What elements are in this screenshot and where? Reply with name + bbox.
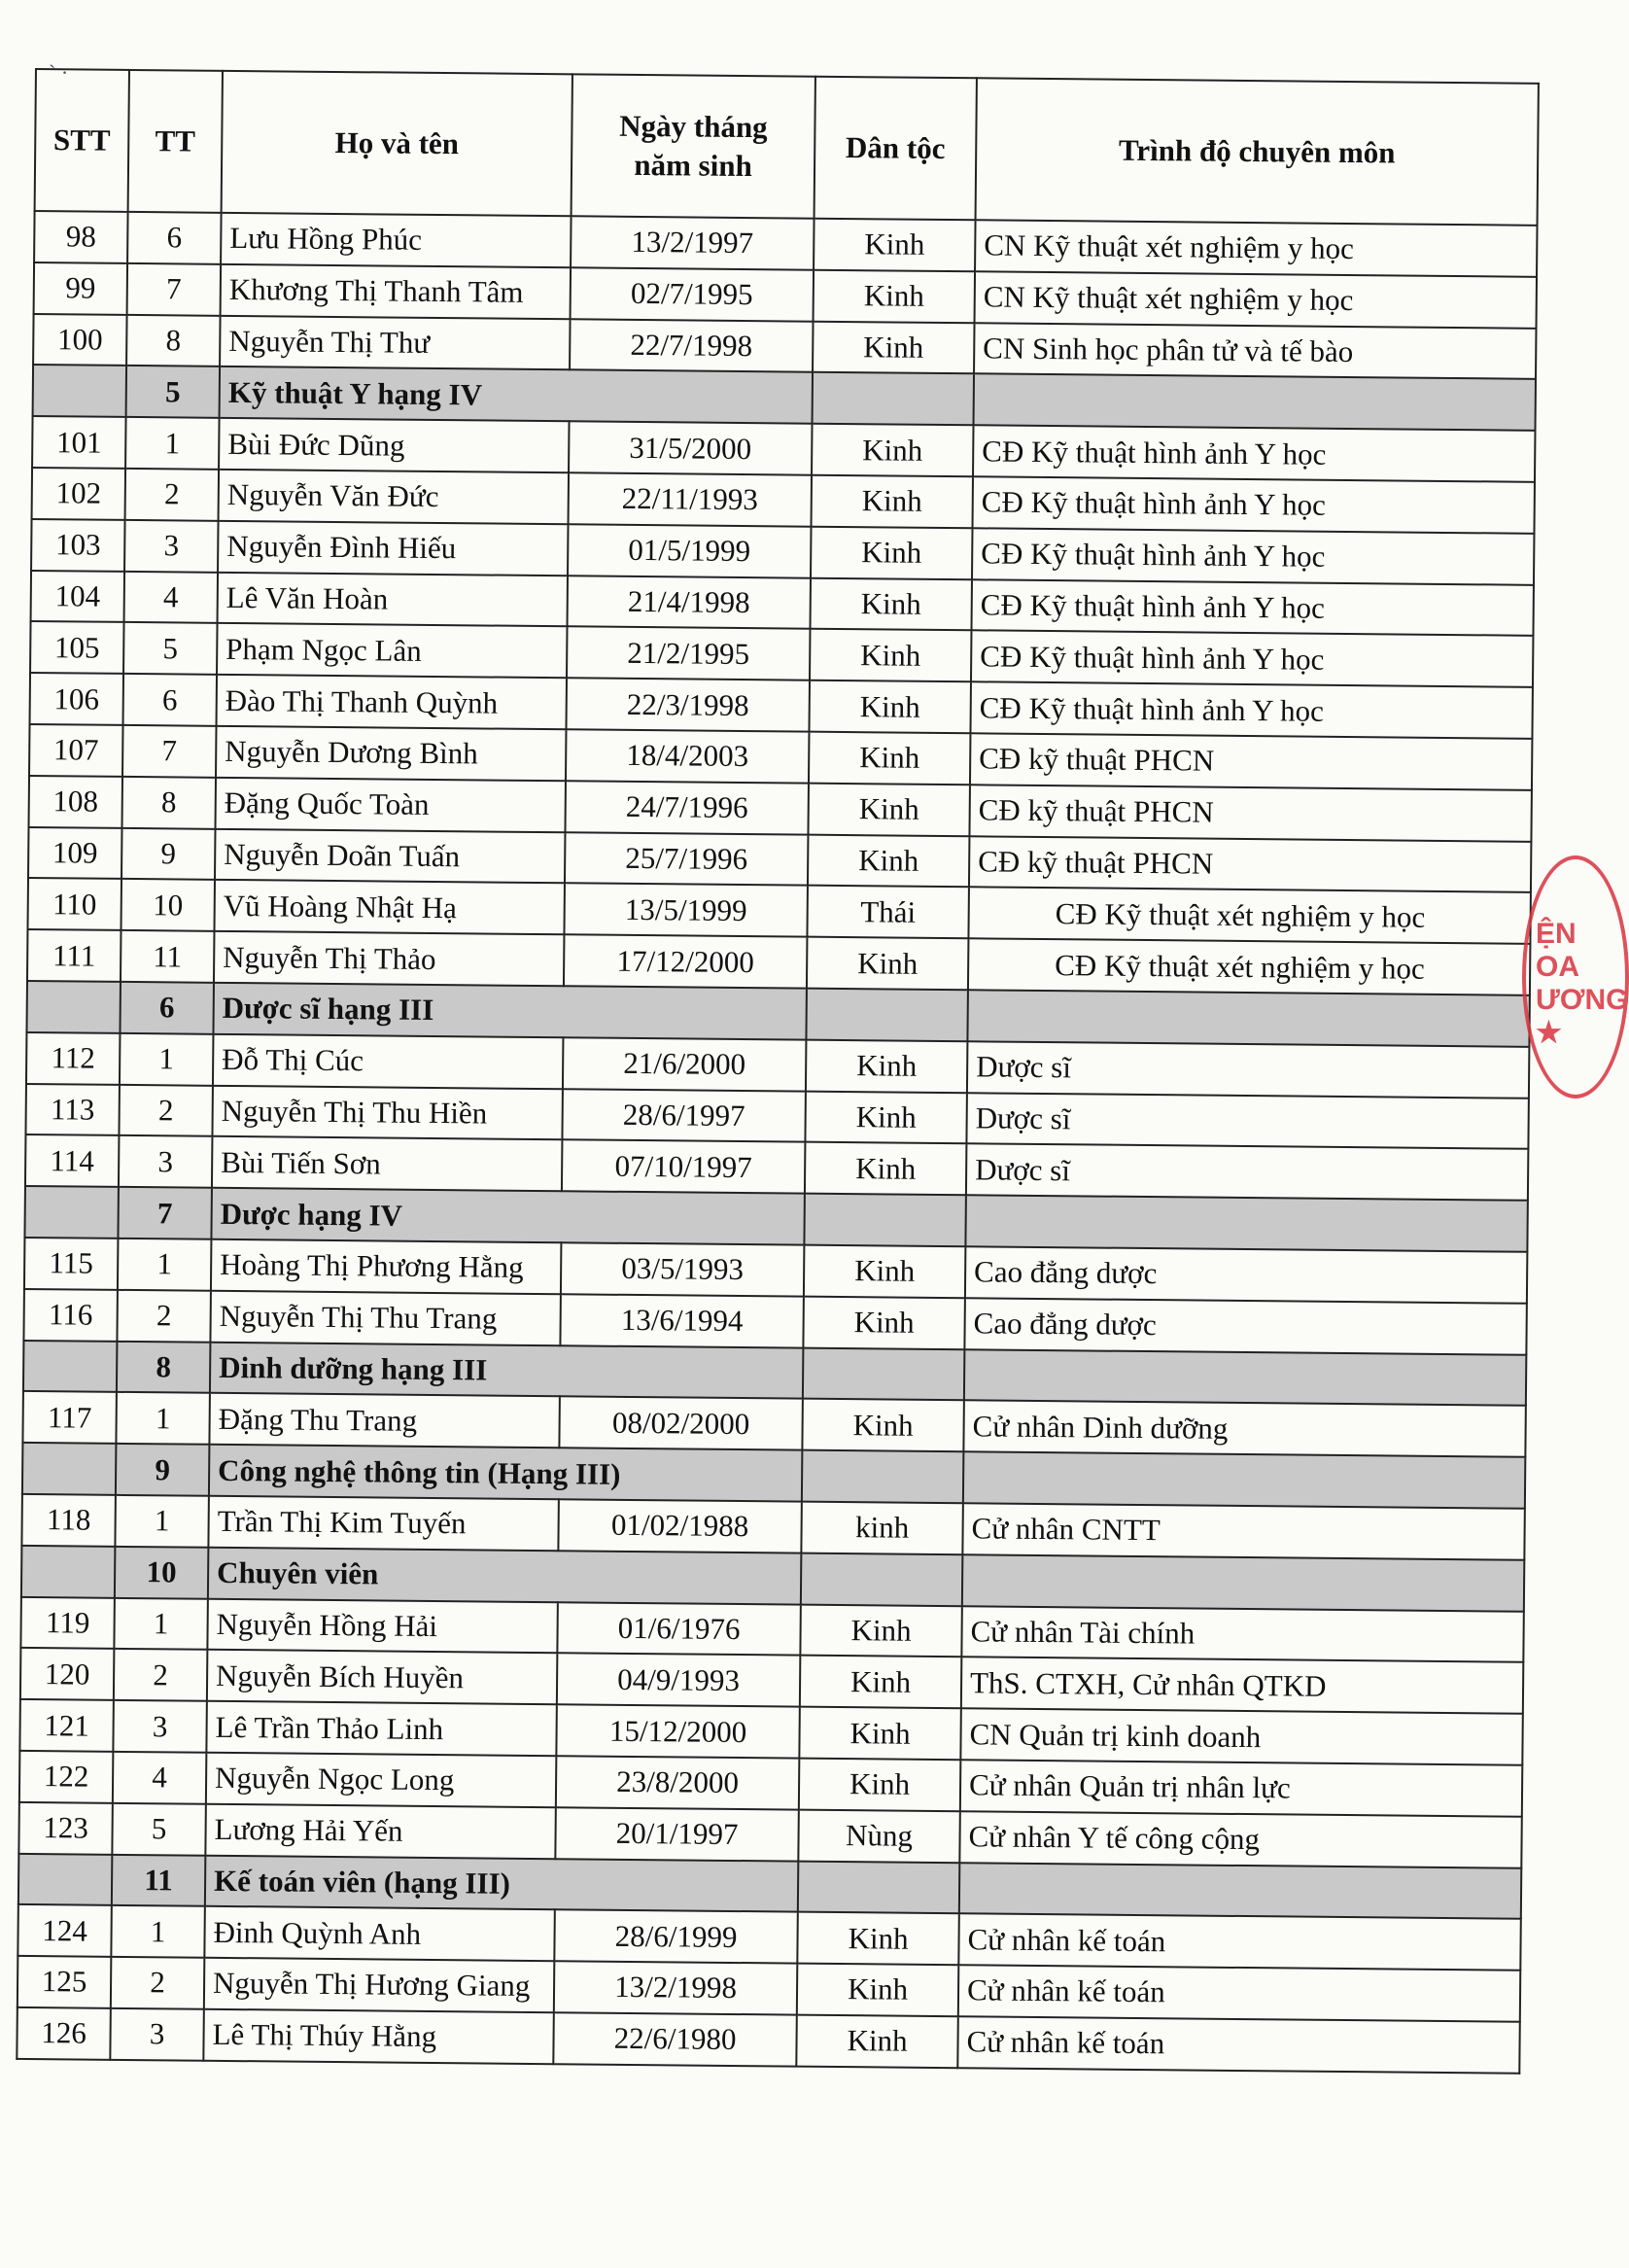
stt-cell: 114	[25, 1134, 120, 1187]
tt-cell: 5	[123, 622, 218, 675]
dob-cell: 02/7/1995	[571, 267, 814, 321]
ethnicity-cell: Kinh	[805, 1142, 966, 1195]
dob-cell: 21/2/1995	[567, 627, 810, 680]
tt-cell: 2	[119, 1084, 213, 1136]
name-cell: Nguyễn Bích Huyền	[207, 1650, 557, 1704]
group-empty-cell	[803, 1347, 964, 1400]
stt-cell: 107	[29, 724, 123, 777]
qualification-cell: Cử nhân Quản trị nhân lực	[960, 1760, 1522, 1816]
tt-cell: 7	[122, 725, 217, 778]
group-stt-cell	[23, 1340, 118, 1392]
name-cell: Nguyễn Dương Bình	[216, 726, 566, 781]
stt-cell: 108	[29, 776, 123, 828]
name-cell: Nguyễn Đình Hiếu	[218, 521, 568, 576]
qualification-cell: CĐ Kỹ thuật xét nghiệm y học	[968, 888, 1530, 944]
group-number: 10	[115, 1547, 209, 1599]
name-cell: Vũ Hoàng Nhật Hạ	[214, 880, 564, 934]
tt-cell: 6	[127, 212, 222, 264]
group-number: 7	[118, 1187, 212, 1239]
group-empty-cell	[804, 1194, 965, 1246]
tt-cell: 1	[125, 417, 220, 470]
group-title: Dược sĩ hạng III	[213, 983, 806, 1040]
qualification-cell: CĐ Kỹ thuật hình ảnh Y học	[973, 476, 1535, 533]
staff-table	[16, 68, 1540, 2074]
name-cell: Đặng Thu Trang	[209, 1393, 559, 1448]
group-title: Công nghệ thông tin (Hạng III)	[209, 1445, 802, 1502]
group-number: 11	[112, 1854, 206, 1906]
stt-cell: 116	[23, 1289, 118, 1342]
qualification-cell: Cử nhân kế toán	[958, 1914, 1520, 1971]
name-cell: Nguyễn Thị Thảo	[214, 931, 564, 986]
group-stt-cell	[18, 1853, 113, 1905]
qualification-cell: CĐ Kỹ thuật hình ảnh Y học	[973, 425, 1535, 481]
ethnicity-cell: Kinh	[814, 219, 975, 271]
stt-cell: 113	[25, 1084, 120, 1136]
dob-cell: 13/2/1998	[554, 1961, 797, 2014]
group-stt-cell	[26, 981, 121, 1033]
ethnicity-cell: Kinh	[805, 1091, 966, 1143]
qualification-cell: CN Sinh học phân tử và tế bào	[974, 323, 1536, 379]
qualification-cell: CĐ kỹ thuật PHCN	[969, 836, 1531, 892]
dob-cell: 18/4/2003	[566, 729, 809, 783]
stt-cell: 111	[27, 929, 121, 982]
name-cell: Đỗ Thị Cúc	[213, 1034, 563, 1089]
ethnicity-cell: Kinh	[802, 1399, 963, 1451]
group-title: Kế toán viên (hạng III)	[205, 1855, 798, 1912]
tt-cell: 4	[113, 1752, 207, 1804]
stt-cell: 104	[31, 571, 125, 623]
stamp-line: ỆN	[1536, 918, 1577, 950]
stt-cell: 118	[21, 1494, 116, 1547]
stt-cell: 121	[19, 1699, 114, 1752]
ethnicity-cell: Kinh	[796, 2015, 957, 2068]
ethnicity-cell: Kinh	[804, 1245, 965, 1298]
qualification-cell: CĐ kỹ thuật PHCN	[969, 785, 1531, 841]
qualification-cell: Dược sĩ	[966, 1144, 1528, 1201]
ethnicity-cell: Kinh	[803, 1296, 964, 1348]
stt-cell: 103	[31, 519, 125, 572]
header-ethnicity: Dân tộc	[814, 77, 977, 221]
dob-cell: 28/6/1997	[562, 1089, 805, 1142]
table-body	[17, 211, 1537, 2073]
group-title: Kỹ thuật Y hạng IV	[220, 366, 813, 424]
qualification-cell: CĐ Kỹ thuật hình ảnh Y học	[970, 681, 1532, 738]
ethnicity-cell: Kinh	[800, 1656, 961, 1708]
tt-cell: 4	[124, 571, 219, 623]
stamp-line: ƯƠNG	[1536, 984, 1629, 1016]
tt-cell: 3	[124, 520, 219, 573]
tt-cell: 1	[111, 1905, 205, 1958]
dob-cell: 01/5/1999	[568, 524, 811, 577]
group-empty-cell	[813, 372, 974, 425]
dob-cell: 22/6/1980	[553, 2012, 796, 2066]
dob-cell: 01/02/1988	[558, 1499, 801, 1553]
tt-cell: 7	[127, 263, 222, 316]
group-empty-cell	[963, 1451, 1525, 1508]
name-cell: Lương Hải Yến	[205, 1803, 555, 1858]
ethnicity-cell: Kinh	[814, 269, 975, 322]
qualification-cell: Cao đẳng dược	[964, 1298, 1526, 1354]
ethnicity-cell: Kinh	[812, 424, 973, 476]
name-cell: Nguyễn Doãn Tuấn	[215, 828, 565, 883]
dob-cell: 22/7/1998	[570, 319, 813, 372]
ethnicity-cell: Kinh	[797, 1964, 958, 2016]
ethnicity-cell: Kinh	[807, 937, 968, 990]
name-cell: Nguyễn Thị Thư	[220, 315, 570, 369]
table-header	[35, 69, 1539, 226]
header-stt: STT	[35, 69, 129, 212]
ethnicity-cell: Kinh	[810, 577, 971, 630]
group-empty-cell	[802, 1450, 963, 1503]
group-empty-cell	[798, 1861, 959, 1913]
qualification-cell: Cử nhân kế toán	[958, 1965, 1520, 2021]
dob-cell: 22/11/1993	[569, 472, 812, 526]
qualification-cell: ThS. CTXH, Cử nhân QTKD	[961, 1657, 1523, 1714]
ethnicity-cell: Kinh	[806, 1039, 967, 1092]
dob-cell: 15/12/2000	[556, 1704, 799, 1758]
header-tt: TT	[128, 70, 223, 213]
name-cell: Nguyễn Thị Thu Trang	[210, 1291, 560, 1345]
name-cell: Lưu Hồng Phúc	[221, 213, 571, 267]
tt-cell: 10	[121, 879, 215, 931]
stamp-line: OA	[1536, 951, 1579, 983]
qualification-cell: CN Kỹ thuật xét nghiệm y học	[975, 271, 1537, 328]
stt-cell: 122	[19, 1751, 114, 1803]
tt-cell: 1	[116, 1392, 210, 1445]
dob-cell: 03/5/1993	[561, 1242, 804, 1296]
stt-cell: 117	[22, 1391, 117, 1444]
qualification-cell: Dược sĩ	[967, 1041, 1529, 1098]
ethnicity-cell: kinh	[801, 1502, 962, 1554]
tt-cell: 11	[121, 930, 215, 983]
dob-cell: 21/6/2000	[563, 1037, 806, 1091]
group-stt-cell	[22, 1443, 117, 1495]
group-stt-cell	[24, 1186, 119, 1239]
ethnicity-cell: Kinh	[799, 1707, 960, 1760]
dob-cell: 01/6/1976	[557, 1602, 800, 1656]
ethnicity-cell: Kinh	[808, 834, 969, 887]
stt-cell: 100	[33, 314, 127, 366]
dob-cell: 13/5/1999	[564, 884, 807, 937]
tt-cell: 6	[123, 674, 218, 726]
stt-cell: 126	[17, 2007, 111, 2060]
qualification-cell: Cử nhân Y tế công cộng	[959, 1811, 1521, 1867]
stt-cell: 101	[32, 416, 126, 469]
qualification-cell: Cử nhân kế toán	[957, 2016, 1519, 2073]
ethnicity-cell: Kinh	[808, 783, 969, 835]
dob-cell: 21/4/1998	[568, 576, 811, 629]
tt-cell: 5	[112, 1803, 206, 1856]
name-cell: Đào Thị Thanh Quỳnh	[217, 675, 567, 729]
stt-cell: 112	[26, 1032, 121, 1085]
name-cell: Nguyễn Hồng Hải	[207, 1598, 557, 1653]
ethnicity-cell: Kinh	[811, 526, 972, 578]
stt-cell: 120	[20, 1648, 115, 1700]
group-empty-cell	[967, 990, 1529, 1046]
stt-cell: 125	[17, 1956, 112, 2008]
qualification-cell: CN Kỹ thuật xét nghiệm y học	[975, 220, 1537, 276]
dob-cell: 24/7/1996	[565, 781, 808, 834]
group-number: 8	[117, 1341, 211, 1393]
stt-cell: 109	[28, 827, 122, 880]
tt-cell: 2	[117, 1290, 211, 1343]
ethnicity-cell: Kinh	[812, 475, 973, 528]
group-stt-cell	[21, 1546, 116, 1598]
ethnicity-cell: Kinh	[810, 629, 971, 681]
group-empty-cell	[806, 989, 967, 1041]
tt-cell: 3	[113, 1700, 207, 1753]
name-cell: Nguyễn Thị Hương Giang	[204, 1958, 554, 2012]
qualification-cell: CĐ Kỹ thuật xét nghiệm y học	[968, 938, 1530, 994]
name-cell: Khương Thị Thanh Tâm	[221, 264, 571, 319]
group-title: Chuyên viên	[208, 1548, 801, 1605]
group-number: 9	[116, 1444, 210, 1496]
ethnicity-cell: Kinh	[809, 680, 970, 733]
ethnicity-cell: Kinh	[813, 321, 974, 373]
header-name: Họ và tên	[222, 71, 572, 216]
dob-cell: 13/2/1997	[571, 216, 814, 269]
stt-cell: 119	[20, 1596, 115, 1649]
dob-cell: 20/1/1997	[555, 1807, 798, 1861]
qualification-cell: CN Quản trị kinh doanh	[960, 1708, 1522, 1764]
name-cell: Phạm Ngọc Lân	[217, 623, 567, 678]
stt-cell: 105	[30, 621, 124, 674]
name-cell: Nguyễn Thị Thu Hiền	[212, 1085, 562, 1139]
name-cell: Nguyễn Văn Đức	[219, 470, 569, 524]
stt-cell: 99	[34, 262, 128, 315]
tt-cell: 3	[110, 2008, 204, 2061]
qualification-cell: CĐ Kỹ thuật hình ảnh Y học	[972, 528, 1534, 584]
dob-cell: 13/6/1994	[560, 1294, 803, 1347]
stt-cell: 123	[18, 1802, 113, 1855]
name-cell: Đặng Quốc Toàn	[215, 778, 565, 832]
group-stt-cell	[33, 365, 127, 417]
stt-cell: 115	[24, 1238, 119, 1290]
tt-cell: 1	[120, 1033, 214, 1086]
qualification-cell: Cử nhân Dinh dưỡng	[963, 1401, 1525, 1457]
group-empty-cell	[962, 1554, 1524, 1611]
tt-cell: 1	[114, 1597, 208, 1650]
ethnicity-cell: Kinh	[800, 1604, 961, 1657]
ethnicity-cell: Thái	[807, 886, 968, 938]
qualification-cell: CĐ kỹ thuật PHCN	[970, 733, 1532, 789]
tt-cell: 8	[126, 315, 221, 367]
group-title: Dinh dưỡng hạng III	[210, 1342, 803, 1399]
tt-cell: 8	[122, 777, 217, 829]
name-cell: Lê Văn Hoàn	[218, 572, 568, 626]
ethnicity-cell: Nùng	[798, 1809, 959, 1862]
qualification-cell: CĐ Kỹ thuật hình ảnh Y học	[971, 631, 1533, 687]
ethnicity-cell: Kinh	[799, 1759, 960, 1811]
stamp-star-icon: ★	[1536, 1017, 1562, 1049]
tt-cell: 9	[121, 827, 216, 880]
qualification-cell: Cử nhân Tài chính	[961, 1606, 1523, 1662]
tt-cell: 2	[114, 1649, 208, 1701]
group-empty-cell	[959, 1863, 1521, 1919]
group-number: 6	[120, 982, 214, 1034]
dob-cell: 07/10/1997	[562, 1140, 805, 1194]
qualification-cell: CĐ Kỹ thuật hình ảnh Y học	[971, 579, 1533, 636]
header-dob: Ngày tháng năm sinh	[572, 74, 815, 218]
scan-marks: ` ·	[49, 60, 69, 85]
name-cell: Lê Trần Thảo Linh	[206, 1701, 556, 1756]
tt-cell: 2	[125, 469, 220, 521]
name-cell: Hoàng Thị Phương Hằng	[211, 1239, 561, 1294]
group-title: Dược hạng IV	[211, 1188, 804, 1245]
header-row	[35, 69, 1539, 226]
stt-cell: 110	[27, 878, 121, 930]
group-number: 5	[126, 366, 221, 418]
dob-cell: 08/02/2000	[559, 1397, 802, 1450]
header-qualification: Trình độ chuyên môn	[976, 78, 1539, 226]
name-cell: Trần Thị Kim Tuyến	[208, 1496, 558, 1551]
qualification-cell: Cao đẳng dược	[965, 1246, 1527, 1303]
dob-cell: 25/7/1996	[565, 832, 808, 886]
qualification-cell: Dược sĩ	[966, 1093, 1528, 1149]
dob-cell: 23/8/2000	[556, 1756, 799, 1809]
name-cell: Đinh Quỳnh Anh	[204, 1906, 554, 1961]
red-seal-stamp	[1522, 855, 1629, 1099]
ethnicity-cell: Kinh	[797, 1912, 958, 1965]
stt-cell: 98	[34, 211, 128, 263]
dob-cell: 17/12/2000	[564, 934, 807, 988]
dob-cell: 28/6/1999	[554, 1910, 797, 1964]
group-empty-cell	[965, 1195, 1527, 1251]
stt-cell: 124	[17, 1904, 112, 1957]
group-empty-cell	[801, 1553, 962, 1605]
tt-cell: 1	[115, 1495, 209, 1548]
group-empty-cell	[964, 1349, 1526, 1406]
name-cell: Bùi Tiến Sơn	[212, 1136, 562, 1191]
tt-cell: 2	[111, 1957, 205, 2009]
name-cell: Lê Thị Thúy Hằng	[203, 2009, 553, 2064]
name-cell: Nguyễn Ngọc Long	[206, 1753, 556, 1807]
qualification-cell: Cử nhân CNTT	[962, 1503, 1524, 1559]
dob-cell: 31/5/2000	[569, 421, 812, 474]
ethnicity-cell: Kinh	[809, 732, 970, 785]
group-empty-cell	[974, 374, 1536, 431]
dob-cell: 22/3/1998	[566, 678, 809, 731]
tt-cell: 1	[118, 1239, 212, 1291]
dob-cell: 04/9/1993	[557, 1654, 800, 1707]
tt-cell: 3	[119, 1135, 213, 1188]
stt-cell: 106	[30, 673, 124, 725]
stt-cell: 102	[32, 468, 126, 520]
name-cell: Bùi Đức Dũng	[219, 418, 569, 472]
